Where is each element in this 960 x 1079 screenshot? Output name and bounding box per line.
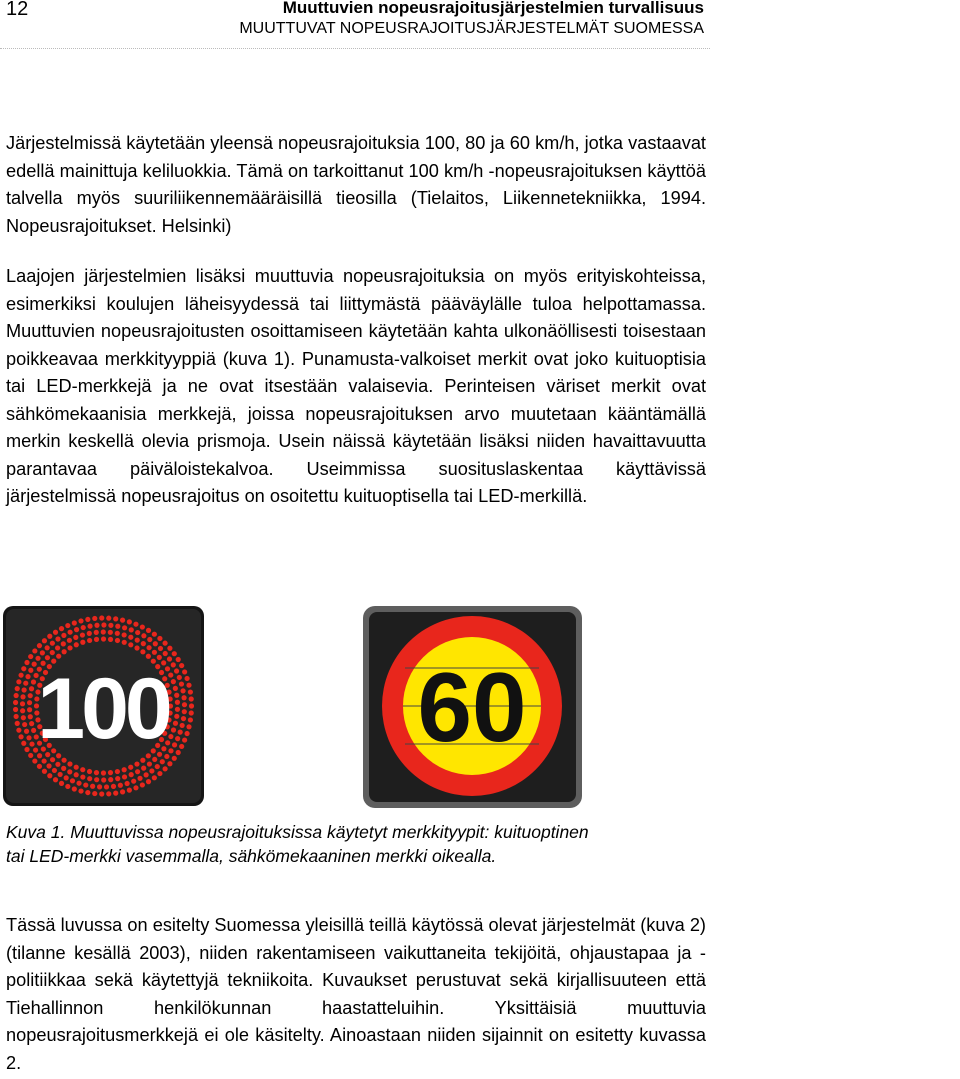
mechanical-speed-value: 60 bbox=[417, 652, 527, 762]
page-number: 12 bbox=[6, 0, 29, 20]
figure-caption bbox=[6, 820, 726, 868]
led-speed-value: 100 bbox=[37, 661, 169, 757]
caption-line-2: tai LED-merkki vasemmalla, sähkömekaaninen merkki oikealla. bbox=[6, 846, 497, 866]
paragraph-3: Tässä luvussa on esitelty Suomessa yleisillä teillä käytössä olevat järjestelmät (kuva 2) (tilanne kesällä 2003), niiden rakentamiseen vaikuttaneita tekijöitä, ohjaustapaa ja -politiikkaa sekä käytettyjä tekniikoita. Kuvaukset perustuvat sekä kirjallisuuteen että Tiehallinnon henkilökunnan haastatteluihin. Yksittäisiä muuttuvia nopeusrajoitusmerkkejä ei ole käsitelty. Ainoastaan niiden sijainnit on esitetty kuvassa 2. bbox=[6, 915, 706, 1073]
chapter-title: MUUTTUVAT NOPEUSRAJOITUSJÄRJESTELMÄT SUOMESSA bbox=[239, 20, 704, 37]
running-head bbox=[239, 0, 704, 40]
caption-line-1: Kuva 1. Muuttuvissa nopeusrajoituksissa käytetyt merkkityypit: kuituoptinen bbox=[6, 822, 589, 842]
led-speed-sign bbox=[3, 606, 204, 806]
header-divider bbox=[0, 48, 710, 49]
paragraph-2: Laajojen järjestelmien lisäksi muuttuvia nopeusrajoituksia on myös erityiskohteissa, esimerkiksi koulujen läheisyydessä tai liittymästä pääväylälle tuloa helpottamassa. Muuttuvien nopeusrajoitusten osoittamiseen käytetään kahta ulkonäöllisesti toisestaan poikkeavaa merkkityyppiä (kuva 1). Punamusta-valkoiset merkit ovat joko kuituoptisia tai LED-merkkejä ja ne ovat itsestään valaisevia. Perinteisen väriset merkit ovat sähkömekaanisia merkkejä, joissa nopeusrajoituksen arvo muutetaan kääntämällä merkin keskellä olevia prismoja. Usein näissä käytetään lisäksi niiden havaittavuutta parantavaa päiväloistekalvoa. Useimmissa suosituslaskentaa käyttävissä järjestelmissä nopeusrajoitus on osoitettu kuituoptisella tai LED-merkillä. bbox=[6, 266, 706, 506]
document-title: Muuttuvien nopeusrajoitusjärjestelmien turvallisuus bbox=[282, 0, 704, 17]
paragraph-1: Järjestelmissä käytetään yleensä nopeusrajoituksia 100, 80 ja 60 km/h, jotka vastaavat edellä mainittuja keliluokkia. Tämä on tarkoittanut 100 km/h -nopeusrajoituksen käyttöä talvella myös suuriliikennemääräisillä tieosilla (Tielaitos, Liikennetekniikka, 1994. Nopeusrajoitukset. Helsinki) bbox=[6, 133, 706, 236]
mechanical-speed-sign bbox=[363, 606, 582, 808]
